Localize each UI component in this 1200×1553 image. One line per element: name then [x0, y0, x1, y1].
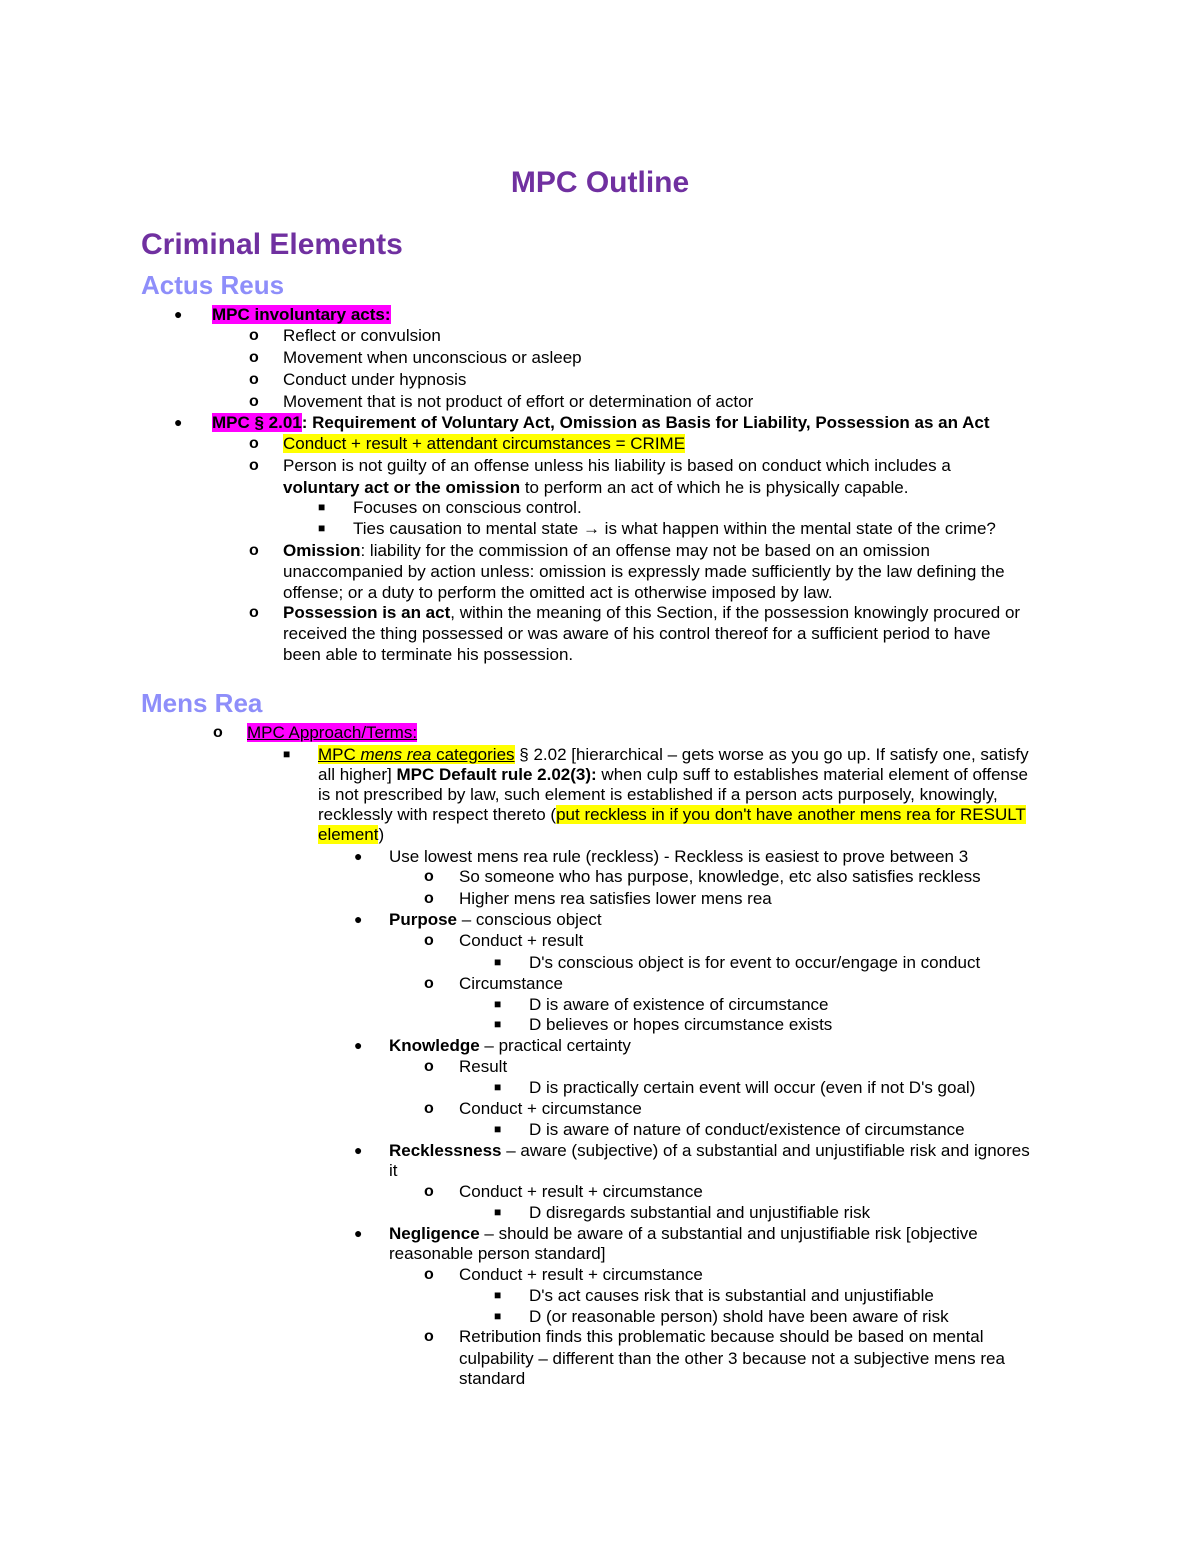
bullet-circle-marker: o — [249, 371, 259, 388]
bullet-circle-marker: o — [424, 975, 434, 992]
mens-rea-categories-line: recklessly with respect thereto (put reckless in if you don't have another mens rea for RESULT — [318, 805, 1026, 824]
bullet-square-marker: ■ — [283, 747, 291, 761]
possession-text-line: been able to terminate his possession. — [283, 645, 574, 664]
knowledge-sub-item: Result — [459, 1057, 508, 1076]
negligence-item-cont: reasonable person standard] — [389, 1244, 606, 1263]
subheading-actus-reus: Actus Reus — [141, 270, 285, 300]
bullet-circle-marker: o — [424, 1183, 434, 1200]
bullet-square-marker: ■ — [494, 1288, 502, 1302]
bullet-square-marker: ■ — [494, 955, 502, 969]
bullet-square-marker: ■ — [494, 1017, 502, 1031]
bullet-circle-marker: o — [213, 724, 223, 741]
bullet-square-marker: ■ — [494, 1309, 502, 1323]
recklessness-item-cont: it — [389, 1161, 398, 1180]
negligence-detail: D (or reasonable person) shold have been aware of risk — [529, 1307, 949, 1326]
mens-rea-categories-line: is not prescribed by law, such element is established if a person acts purposely, knowingly, — [318, 785, 998, 804]
knowledge-detail: D is practically certain event will occur (even if not D's goal) — [529, 1078, 976, 1097]
purpose-detail: D believes or hopes circumstance exists — [529, 1015, 833, 1034]
involuntary-item: Reflect or convulsion — [283, 326, 441, 345]
bullet-circle-marker: o — [249, 542, 259, 559]
bullet-disc-marker: ● — [174, 306, 183, 322]
section-201-heading: MPC § 2.01: Requirement of Voluntary Act, Omission as Basis for Liability, Possession as an Act — [212, 413, 990, 432]
bullet-circle-marker: o — [424, 890, 434, 907]
recklessness-detail: D disregards substantial and unjustifiable risk — [529, 1203, 871, 1222]
bullet-circle-marker: o — [424, 1266, 434, 1283]
bullet-square-marker: ■ — [318, 500, 326, 514]
bullet-square-marker: ■ — [494, 997, 502, 1011]
bullet-disc-marker: ● — [354, 1037, 363, 1053]
negligence-item: Negligence – should be aware of a substantial and unjustifiable risk [objective — [389, 1224, 978, 1243]
page-title: MPC Outline — [510, 166, 690, 199]
retribution-text-line: culpability – different than the other 3 because not a subjective mens rea — [459, 1349, 1005, 1368]
mens-rea-categories-line: MPC mens rea categories § 2.02 [hierarchical – gets worse as you go up. If satisfy one, satisfy — [318, 745, 1029, 764]
retribution-text-line: standard — [459, 1369, 526, 1388]
knowledge-item: Knowledge – practical certainty — [389, 1036, 631, 1055]
possession-text-line: Possession is an act, within the meaning of this Section, if the possession knowingly procured or — [283, 603, 1021, 622]
bullet-circle-marker: o — [249, 435, 259, 452]
purpose-sub-item: Conduct + result — [459, 931, 584, 950]
mpc-approach-label: MPC Approach/Terms: — [247, 723, 418, 742]
bullet-circle-marker: o — [249, 327, 259, 344]
lowest-sub-item: Higher mens rea satisfies lower mens rea — [459, 889, 772, 908]
bullet-circle-marker: o — [424, 1100, 434, 1117]
bullet-square-marker: ■ — [318, 521, 326, 535]
bullet-circle-marker: o — [249, 393, 259, 410]
knowledge-detail: D is aware of nature of conduct/existence of circumstance — [529, 1120, 965, 1139]
bullet-circle-marker: o — [249, 604, 259, 621]
omission-text-line: Omission: liability for the commission of an offense may not be based on an omission — [283, 541, 930, 560]
bullet-circle-marker: o — [424, 1058, 434, 1075]
recklessness-item: Recklessness – aware (subjective) of a substantial and unjustifiable risk and ignores — [389, 1141, 1030, 1160]
focuses-text: Focuses on conscious control. — [353, 498, 582, 517]
bullet-disc-marker: ● — [174, 414, 183, 430]
arrow-right-icon: → — [582, 519, 600, 538]
bullet-circle-marker: o — [249, 457, 259, 474]
retribution-text-line: Retribution finds this problematic because should be based on mental — [459, 1327, 984, 1346]
bullet-disc-marker: ● — [354, 1142, 363, 1158]
purpose-detail: D's conscious object is for event to occur/engage in conduct — [529, 953, 981, 972]
bullet-circle-marker: o — [249, 349, 259, 366]
bullet-circle-marker: o — [424, 1328, 434, 1345]
section-201-label: MPC § 2.01 — [212, 413, 302, 432]
omission-text-line: unaccompanied by action unless: omission is expressly made sufficiently by the law defining the — [283, 562, 1005, 581]
guilty-text-line: voluntary act or the omission to perform an act of which he is physically capable. — [283, 478, 909, 497]
lowest-mens-rea-rule: Use lowest mens rea rule (reckless) - Reckless is easiest to prove between 3 — [389, 847, 969, 866]
lowest-sub-item: So someone who has purpose, knowledge, etc also satisfies reckless — [459, 867, 981, 886]
omission-text-line: offense; or a duty to perform the omitted act is otherwise imposed by law. — [283, 583, 833, 602]
bullet-circle-marker: o — [424, 868, 434, 885]
subheading-mens-rea: Mens Rea — [141, 688, 263, 718]
involuntary-item: Conduct under hypnosis — [283, 370, 467, 389]
negligence-sub-item: Conduct + result + circumstance — [459, 1265, 703, 1284]
ties-text: Ties causation to mental state → is what happen within the mental state of the crime? — [353, 519, 996, 538]
mens-rea-categories-line: all higher] MPC Default rule 2.02(3): when culp suff to establishes material element of offense — [318, 765, 1028, 784]
involuntary-item: Movement when unconscious or asleep — [283, 348, 582, 367]
possession-text-line: received the thing possessed or was aware of his control thereof for a sufficient period to have — [283, 624, 991, 643]
involuntary-item: Movement that is not product of effort or determination of actor — [283, 392, 754, 411]
purpose-detail: D is aware of existence of circumstance — [529, 995, 829, 1014]
knowledge-sub-item: Conduct + circumstance — [459, 1099, 642, 1118]
section-heading-criminal-elements: Criminal Elements — [141, 228, 403, 261]
recklessness-sub-item: Conduct + result + circumstance — [459, 1182, 703, 1201]
involuntary-acts-label: MPC involuntary acts: — [212, 305, 391, 324]
bullet-disc-marker: ● — [354, 1225, 363, 1241]
purpose-sub-item: Circumstance — [459, 974, 563, 993]
crime-formula: Conduct + result + attendant circumstances = CRIME — [283, 434, 686, 453]
bullet-disc-marker: ● — [354, 911, 363, 927]
bullet-square-marker: ■ — [494, 1080, 502, 1094]
bullet-disc-marker: ● — [354, 848, 363, 864]
bullet-square-marker: ■ — [494, 1205, 502, 1219]
guilty-text-line: Person is not guilty of an offense unless his liability is based on conduct which includes a — [283, 456, 951, 475]
bullet-circle-marker: o — [424, 932, 434, 949]
purpose-item: Purpose – conscious object — [389, 910, 602, 929]
bullet-square-marker: ■ — [494, 1122, 502, 1136]
mens-rea-categories-line: element) — [318, 825, 385, 844]
negligence-detail: D's act causes risk that is substantial and unjustifiable — [529, 1286, 934, 1305]
